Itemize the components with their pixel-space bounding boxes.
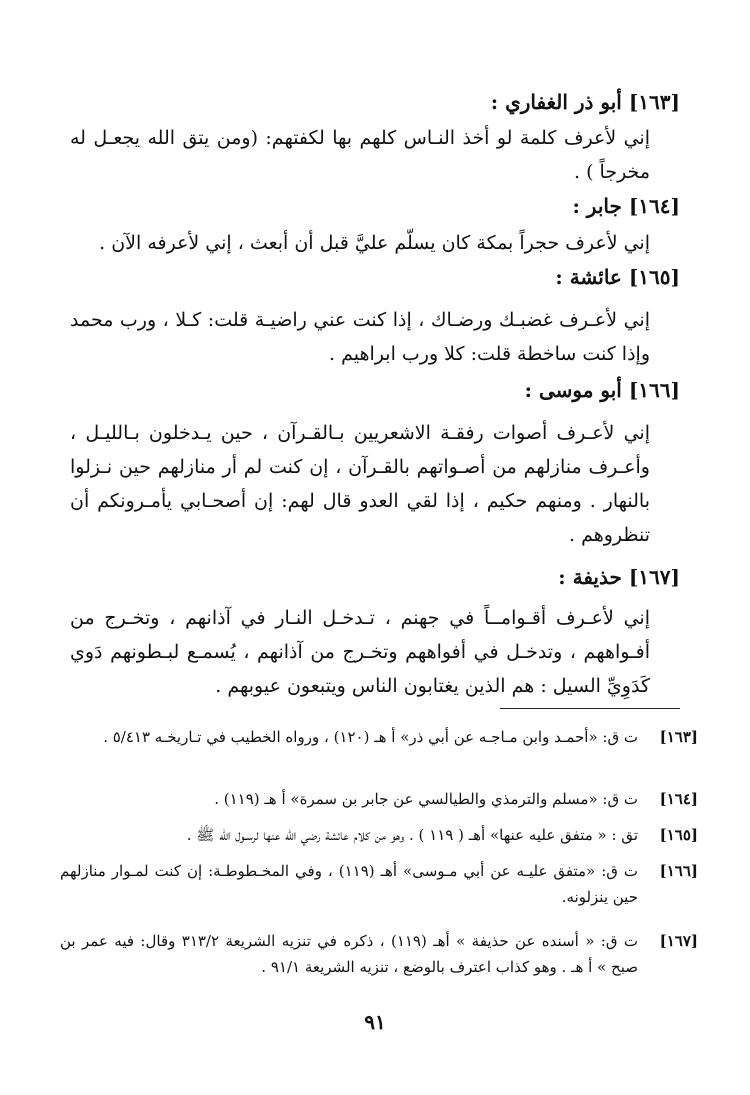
entry-text: إني لأعـرف أصوات رفقـة الاشعريين بـالقـرآن ، حين يـدخلون بـالليـل ، وأعـرف منازلهم من أصـواتهم بالقـرآن ، إن كنت لم أر منازلهم حين نـزلوا بالنهار . ومنهم حكيم ، إذا لقي العدو قال لهم: إن أصحـابي يأمـرونكم أن تنظروهم . <box>70 422 650 546</box>
footnote-number: [١٦٣] <box>659 728 698 746</box>
entry-text: إني لأعرف كلمة لو أخذ النـاس كلهم بها لكفتهم: (ومن يتق الله يجعـل له مخرجاً ) . <box>70 127 650 183</box>
entry-text: إني لأعرف حجراً بمكة كان يسلّم عليَّ قبل أن أبعث ، إني لأعرفه الآن . <box>99 232 650 254</box>
footnote-text: ت ق: « أسنده عن حذيفة » أهـ (١١٩) ، ذكره في تنزيه الشريعة ٣١٣/٢ وقال: فيه عمر بن صبح » أ هـ . وهو كذاب اعترف بالوضع ، تنزيه الشريعة ٩١/١ . <box>60 932 638 976</box>
footnote-text: ت ق: «متفق عليـه عن أبي مـوسى» أهـ (١١٩) ، وفي المخـطوطـة: إن كنت لمـوار منازلهم حين ينزلونه. <box>60 862 638 906</box>
entry-heading: [١٦٦] أبو موسى : <box>524 378 680 402</box>
entry-heading: [١٦٣] أبو ذر الغفاري : <box>490 90 680 114</box>
entry-heading: [١٦٤] جابر : <box>572 194 680 218</box>
entry-text: إني لأعـرف أقـوامــاً في جهنم ، تـدخـل النـار في آذانهم ، وتخـرج من أفـواههم ، وتدخـل في أفواههم وتخـرج من آذانهم ، يُسمـع لبـطونهم دَوي كَدَوِيِّ السيل : هم الذين يغتابون الناس ويتبعون عيوبهم . <box>70 607 650 697</box>
entry-text: إني لأعـرف غضبـك ورضـاك ، إذا كنت عني راضيـة قلت: كـلا ، ورب محمد وإذا كنت ساخطة قلت: كلا ورب ابراهيم . <box>70 309 650 365</box>
footnote-text: تق : « متفق عليه عنها» أهـ ( ١١٩ ) . وهو من كلام عائشة رضي الله عنها لرسـول الله ﷺ . <box>186 826 638 844</box>
entry-heading: [١٦٧] حذيفة : <box>558 565 680 589</box>
footnote-divider <box>500 708 680 709</box>
footnote-number: [١٦٥] <box>659 826 698 844</box>
footnote-number: [١٦٦] <box>659 862 698 880</box>
footnote-text: ت ق: «مسلم والترمذي والطيالسي عن جابر بن سمرة» أ هـ (١١٩) . <box>214 790 638 808</box>
footnote-text: ت ق: «أحمـد وابن مـاجـه عن أبي ذر» أ هـ (١٢٠) ، ورواه الخطيب في تـاريخـه ٥/٤١٣ . <box>103 728 638 746</box>
entry-heading: [١٦٥] عائشة : <box>555 265 680 289</box>
footnote-number: [١٦٤] <box>659 790 698 808</box>
page-number: ٩١ <box>364 1010 386 1034</box>
footnote-number: [١٦٧] <box>659 932 698 950</box>
